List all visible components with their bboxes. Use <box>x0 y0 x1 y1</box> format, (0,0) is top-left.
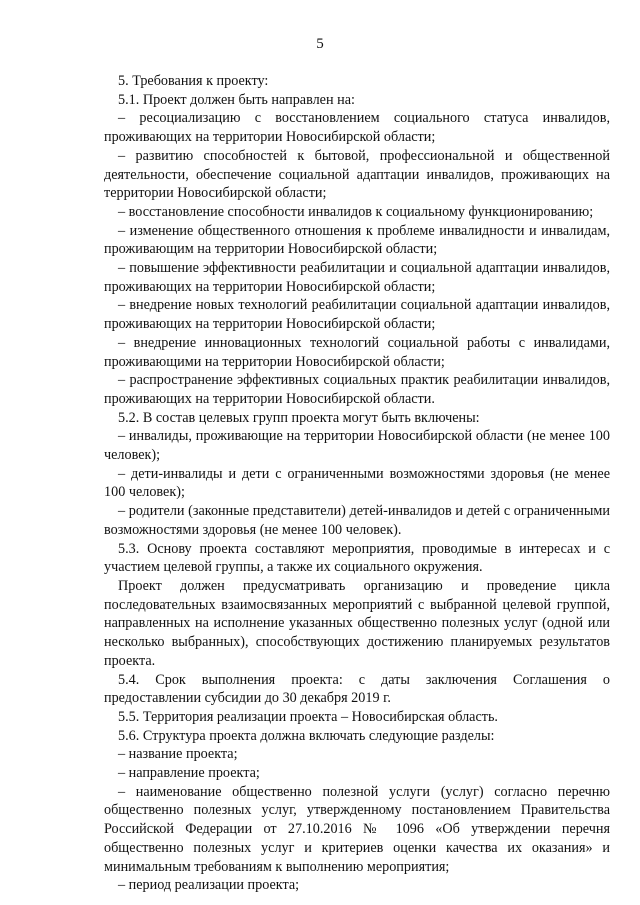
list-item: – название проекта; <box>118 746 238 763</box>
paragraph: 5.4. Срок выполнения проекта: с даты заключения Соглашения о предоставлении субсидии до 30 декабря 2019 г. <box>104 671 610 707</box>
list-item: – повышение эффективности реабилитации и социальной адаптации инвалидов, проживающих на территории Новосибирской области; <box>104 260 610 295</box>
list-item: – изменение общественного отношения к проблеме инвалидности и инвалидам, проживающим на территории Новосибирской области; <box>104 222 610 258</box>
paragraph: 5.6. Структура проекта должна включать следующие разделы: <box>118 727 495 744</box>
section-heading: 5. Требования к проекту: <box>118 73 269 89</box>
paragraph: Проект должен предусматривать организацию и проведение цикла последовательных взаимосвязанных мероприятий с выбранной целевой группой, направленных на исполнение указанных общественно полезных услуг (одной или несколько выбранных), способствующих достижению планируемых результатов проекта. <box>104 577 610 669</box>
paragraph: 5.5. Территория реализации проекта – Новосибирская область. <box>118 708 498 725</box>
paragraph: 5.2. В состав целевых групп проекта могут быть включены: <box>118 409 480 426</box>
paragraph: 5.1. Проект должен быть направлен на: <box>118 91 355 108</box>
list-item: – внедрение новых технологий реабилитации социальной адаптации инвалидов, проживающих на территории Новосибирской области; <box>104 297 610 333</box>
list-item: – внедрение инновационных технологий социальной работы с инвалидами, проживающими на территории Новосибирской области; <box>104 334 610 370</box>
list-item: – период реализации проекта; <box>118 877 300 894</box>
list-item: – ресоциализацию с восстановлением социального статуса инвалидов, проживающих на территории Новосибирской области; <box>104 110 610 146</box>
paragraph: 5.3. Основу проекта составляют мероприятия, проводимые в интересах и с участием целевой группы, а также их социального окружения. <box>104 540 610 576</box>
document-body <box>104 72 610 895</box>
list-item: – наименование общественно полезной услуги (услуг) согласно перечню общественно полезных услуг, утвержденному постановлением Правительства Российской Федерации от 27.10.2016 № 1096 «Об утверждении перечня общественно полезных услуг и критериев оценки качества их оказания» и минимальным требованиям к выполнению мероприятия; <box>104 783 610 875</box>
list-item: – дети-инвалиды и дети с ограниченными возможностями здоровья (не менее 100 человек); <box>104 465 610 501</box>
list-item: – восстановление способности инвалидов к социальному функционированию; <box>118 203 594 220</box>
list-item: – развитию способностей к бытовой, профессиональной и общественной деятельности, обеспечение социальной адаптации инвалидов, проживающих на территории Новосибирской области; <box>104 147 610 202</box>
list-item: – родители (законные представители) детей-инвалидов и детей с ограниченными возможностями здоровья (не менее 100 человек). <box>104 503 610 538</box>
page-number: 5 <box>316 36 324 52</box>
list-item: – направление проекта; <box>118 765 260 782</box>
list-item: – распространение эффективных социальных практик реабилитации инвалидов, проживающих на территории Новосибирской области. <box>104 372 610 407</box>
list-item: – инвалиды, проживающие на территории Новосибирской области (не менее 100 человек); <box>104 428 610 464</box>
